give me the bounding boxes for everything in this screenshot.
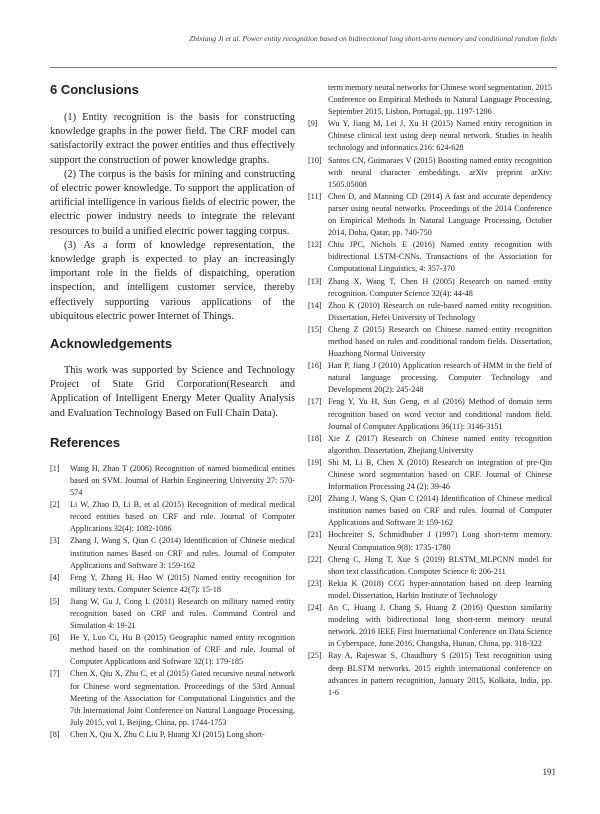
reference-number: [6] (50, 633, 60, 643)
reference-item (308, 578, 552, 602)
reference-item (308, 602, 552, 650)
reference-item (50, 729, 295, 741)
reference-number: [13] (308, 276, 322, 286)
reference-item (50, 499, 295, 535)
reference-text: Ray A, Rajeswar S, Chaudbury S (2015) Text recognition using deep BLSTM networks. 2015 eighth international conference on advances in pattern recognition, January 2015, Kolkata, India, pp. 1-6 (328, 651, 552, 697)
reference-number: [11] (308, 191, 322, 201)
reference-item (50, 596, 295, 632)
reference-text: Shi M, Li B, Chen X (2010) Research on integration of pre-Qin Chinese word segmentation based on CRF. Journal of Chinese Information Processing 24 (2): 39-46 (328, 457, 552, 492)
reference-item (308, 276, 552, 300)
reference-number: [15] (308, 324, 322, 334)
reference-text: Chiu JPC, Nichols E (2016) Named entity recognition with bidirectional LSTM-CNNs. Transactions of the Association for Computational Linguistics, 4: 357-370 (328, 240, 552, 274)
reference-number: [18] (308, 433, 322, 443)
reference-text: Zhou K (2010) Research on rule-based named entity recognition. Dissertation, Hefei University of Technology (328, 300, 552, 322)
reference-text: Cheng C, Hong T, Xue S (2019) BLSTM_MLPCNN model for short text classification. Computer Science 6: 206-211 (328, 554, 552, 576)
reference-item (50, 632, 295, 668)
reference-item (308, 433, 552, 457)
reference-text: Zhang J, Wang S, Qian C (2014) Identification of Chinese medical institution names based on CRF and rules. Journal of Computer Applications and Software 3: 159-162 (328, 494, 552, 528)
reference-number: [3] (50, 536, 60, 546)
reference-item (308, 118, 552, 154)
reference-text: Feng Y, Yu H, Sun Geng, et al (2016) Method of domain term recognition based on word vector and conditional random field. Journal of Computer Applications 36(11): 3146-3151 (328, 397, 552, 431)
reference-number: [22] (308, 554, 322, 564)
conclusions-heading: 6 Conclusions (50, 82, 139, 97)
reference-text: Chen X, Qiu X, Zhu C Liu P, Huang XJ (2015) Long short- (70, 729, 265, 739)
reference-item (308, 554, 552, 578)
acknowledgements-text: This work was supported by Science and Technology Project of State Grid Corporation(Research and Application of Intelligent Energy Meter Quality Analysis and Evaluation Technology Based on Full Chain Data). (50, 365, 295, 419)
reference-number: [24] (308, 603, 322, 613)
reference-number: [2] (50, 500, 60, 510)
header-rule (50, 67, 557, 68)
reference-text: Chen X, Qiu X, Zhu C, et al (2015) Gated recursive neural network for Chinese word segmentation. Proceedings of the 53rd Annual Meeting of the Association for Computational Linguistics and the 7th International Joint Conference on Natural Language Processing, July 2015, vol 1, Beijing, China, pp. 1744-1753 (70, 669, 295, 727)
reference-text: Hochreiter S, Schmidhuber J (1997) Long short-term memory. Neural Computation 9(8): 1735-1780 (328, 530, 552, 552)
reference-text: Feng Y, Zhang H, Hao W (2015) Named entity recognition for military texts. Computer Science 42(7): 15-18 (70, 572, 295, 594)
page-number: 191 (542, 767, 556, 777)
reference-item (50, 668, 295, 728)
reference-text: term memory neural networks for Chinese word segmentation. 2015 Conference on Empirical Methods in Natural Language Processing, September 2015, Lisbon, Portugal, pp. 1197-1206 (328, 83, 552, 117)
reference-continuation (308, 82, 552, 118)
reference-item (308, 457, 552, 493)
reference-text: Zhang J, Wang S, Qian C (2014) Identification of Chinese medical institution names Based on CRF and rules. Journal of Computer Applications and Software 3: 159-162 (70, 536, 295, 570)
reference-item (308, 300, 552, 324)
reference-item (50, 463, 295, 499)
reference-text: He Y, Luo Ci, Hu B (2015) Geographic named entity recognition method based on the combination of CRF and rule. Journal of Computer Applications and Software 32(1): 179-185 (70, 633, 295, 667)
left-column (50, 82, 295, 741)
reference-number: [4] (50, 572, 60, 582)
reference-text: Xie Z (2017) Research on Chinese named entity recognition algorithm. Dissertation, Zhejiang University (328, 433, 552, 455)
references-heading: References (50, 434, 121, 450)
reference-number: [8] (50, 729, 60, 739)
reference-text: Cheng Z (2015) Research on Chinese named entity recognition method based on rules and conditional random fields. Dissertation, Huazhong Normal University (328, 324, 552, 359)
reference-number: [12] (308, 240, 322, 250)
running-head: Zhixiang Ji et al. Power entity recognition based on bidirectional long short-term memory and conditional random fields (189, 34, 557, 43)
reference-number: [9] (308, 119, 318, 129)
reference-item (308, 529, 552, 553)
reference-item (308, 493, 552, 529)
reference-number: [14] (308, 300, 322, 310)
reference-number: [7] (50, 669, 60, 679)
reference-text: Li W, Zhao D, Li B, et al (2015) Recognition of medical medical record entities based on CRF and rule. Journal of Computer Applications 32(4): 1082-1086 (70, 500, 295, 534)
acknowledgements-heading: Acknowledgements (50, 336, 173, 352)
reference-number: [23] (308, 578, 322, 588)
reference-text: Han P, Jiang J (2010) Application research of HMM in the field of natural language processing. Computer Technology and Development 20(2): 245-248 (328, 361, 552, 395)
reference-number: [20] (308, 494, 322, 504)
reference-text: Wu Y, Jiang M, Lei J, Xu H (2015) Named entity recognition in Chinese clinical text using deep neural network. Studies in health technology and informatics 216: 624-628 (328, 119, 552, 153)
conclusion-paragraph-1: (1) Entity recognition is the basis for constructing knowledge graphs in the power field. The CRF model can satisfactorily extract the power entities and thus effectively support the construction of power knowledge graphs. (50, 112, 295, 166)
reference-text: An C, Huang J, Chang S, Huang Z (2016) Question similarity modeling with bidirectional long short-term memory neural network. 2016 IEEE First International Conference on Data Science in Cyberspace, June 2016, Changsha, Hunan, China, pp. 318-322 (328, 603, 552, 649)
reference-text: Zhang X, Wang T, Chen H (2005) Research on named entity recognition. Computer Science 32(4): 44-48 (328, 276, 552, 298)
reference-text: Chen D, and Manning CD (2014) A fast and accurate dependency parser using neural networks. Proceedings of the 2014 Conference on Empirical Methods In Natural Language Processing, October 2014, Doha, Qatar, pp. 740-750 (328, 191, 552, 238)
reference-text: Wang H, Zhao T (2006) Recognition of named biomedical entities based on SVM. Journal of Harbin Engineering University 27: 570-574 (70, 463, 295, 498)
reference-item (308, 324, 552, 360)
reference-text: Rekia K (2018) CCG hyper-annotation based on deep learning model. Dissertation, Harbin Institute of Technology (328, 578, 552, 600)
reference-number: [19] (308, 457, 322, 467)
reference-number: [21] (308, 530, 322, 540)
reference-list-left (50, 463, 295, 741)
reference-item (50, 535, 295, 571)
reference-item (308, 239, 552, 275)
reference-item (308, 155, 552, 191)
right-column (308, 82, 552, 699)
conclusion-paragraph-3: (3) As a form of knowledge representation, the knowledge graph is expected to play an increasingly important role in the fields of dispatching, operation inspection, and intelligent customer service, thereby effectively supporting various applications of the ubiquitous electric power Internet of Things. (50, 239, 295, 322)
reference-number: [16] (308, 361, 322, 371)
reference-item (308, 360, 552, 396)
reference-number: [5] (50, 596, 60, 606)
reference-item (308, 650, 552, 698)
conclusion-paragraph-2: (2) The corpus is the basis for mining and constructing of electric power knowledge. To support the application of artificial intelligence in various fields of electric power, the electric power industry needs to integrate the relevant resources to build a unified electric power tagging corpus. (50, 168, 295, 237)
reference-item (50, 572, 295, 596)
reference-text: Jiang W, Gu J, Cong L (2011) Research on military named entity recognition based on CRF and rules. Command Control and Simulation 4: 19-21 (70, 596, 295, 631)
reference-text: Santos CN, Guimaraes V (2015) Boosting named entity recognition with neural character embeddings. arXiv preprint arXiv: 1505.05008 (328, 155, 552, 189)
reference-number: [17] (308, 397, 322, 407)
reference-list-right (308, 118, 552, 699)
reference-number: [25] (308, 651, 322, 661)
reference-number: [10] (308, 155, 322, 165)
reference-item (308, 191, 552, 239)
reference-number: [1] (50, 463, 60, 473)
reference-item (308, 396, 552, 432)
